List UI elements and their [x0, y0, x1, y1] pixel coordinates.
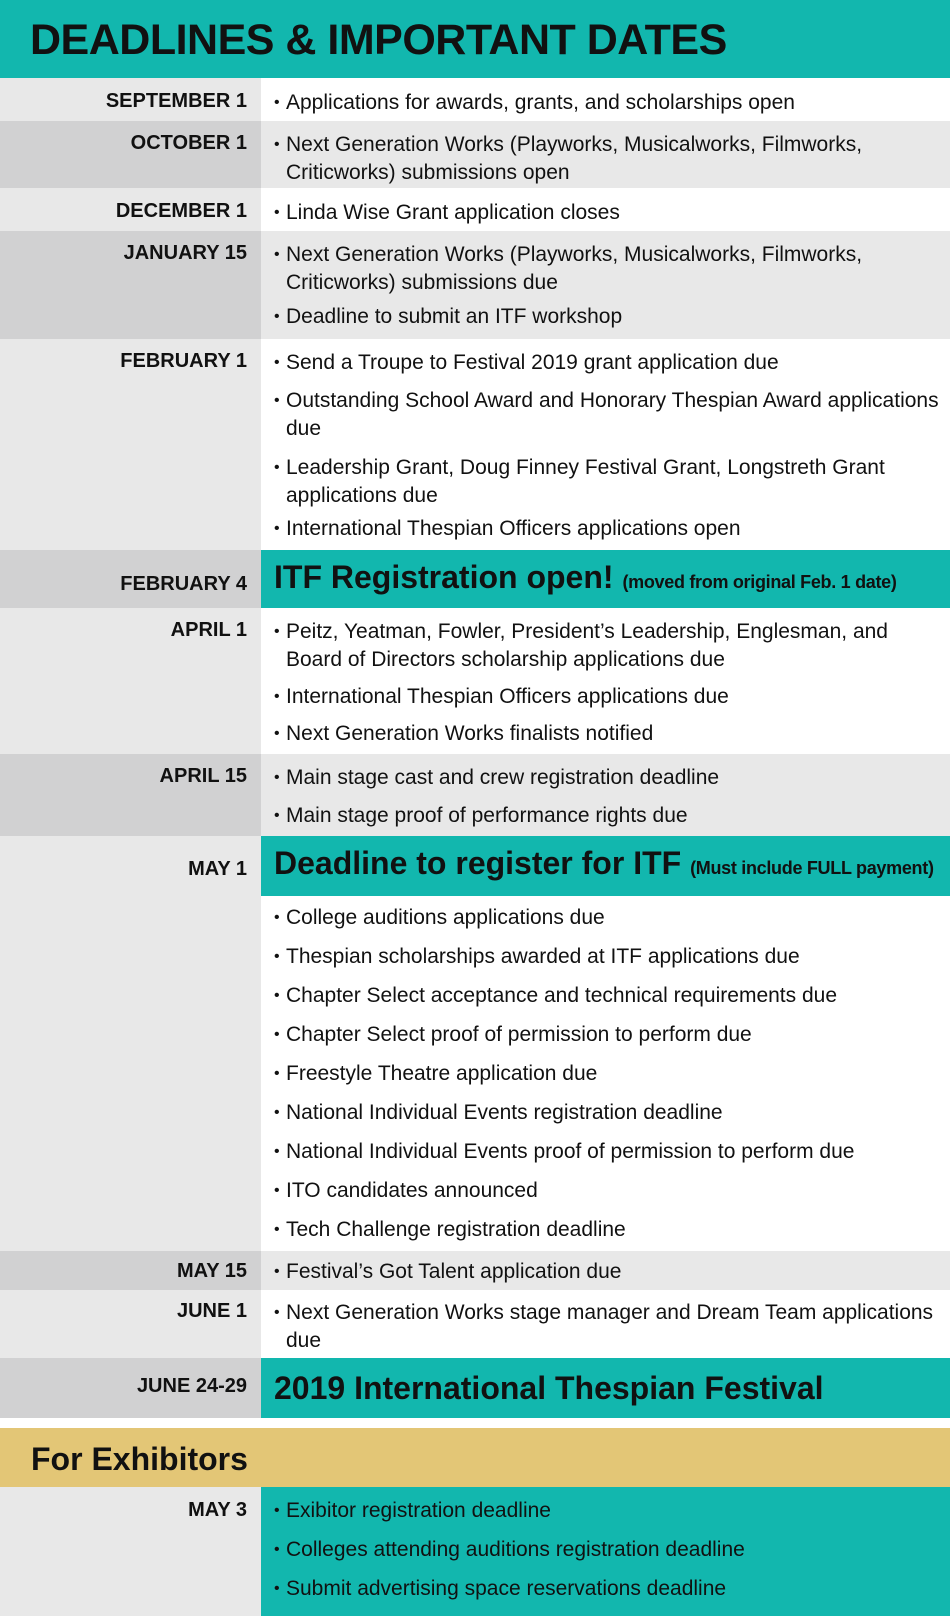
- exhibitors-title: For Exhibitors: [31, 1441, 248, 1477]
- row-january-15: [0, 231, 950, 339]
- headline-note: (moved from original Feb. 1 date): [622, 572, 897, 592]
- list-item: • Next Generation Works stage manager and Dream Team applications due: [274, 1299, 939, 1355]
- list-item: • Leadership Grant, Doug Finney Festival Grant, Longstreth Grant applications due: [274, 454, 939, 510]
- list-item: • Festival’s Got Talent application due: [274, 1258, 939, 1286]
- date-label: OCTOBER 1: [130, 132, 247, 154]
- headline-text: Deadline to register for ITF: [274, 845, 682, 881]
- list-item: • Freestyle Theatre application due: [274, 1060, 939, 1088]
- row-april-15: [0, 754, 950, 836]
- date-label: APRIL 1: [170, 619, 247, 641]
- date-label: MAY 3: [188, 1499, 247, 1521]
- list-item: • Chapter Select acceptance and technical requirements due: [274, 982, 939, 1010]
- list-item: • Main stage proof of performance rights due: [274, 802, 939, 830]
- title-banner: [0, 0, 950, 78]
- date-label: JANUARY 15: [123, 242, 247, 264]
- itf-registration-open-headline: [274, 558, 897, 601]
- exhibitors-banner: [0, 1428, 950, 1487]
- row-june-1: [0, 1290, 950, 1358]
- row-february-4: [0, 550, 950, 608]
- list-item: • Deadline to submit an ITF workshop: [274, 303, 939, 331]
- date-label: SEPTEMBER 1: [105, 90, 247, 112]
- row-february-1: [0, 339, 950, 550]
- date-label: MAY 1: [188, 858, 247, 880]
- list-item: • Next Generation Works (Playworks, Musicalworks, Filmworks, Criticworks) submissions open: [274, 131, 939, 187]
- list-item: • Chapter Select proof of permission to perform due: [274, 1021, 939, 1049]
- list-item: • Main stage cast and crew registration deadline: [274, 764, 939, 792]
- date-label: JUNE 1: [176, 1300, 247, 1322]
- row-may-15: [0, 1251, 950, 1290]
- festival-headline: 2019 International Thespian Festival: [274, 1370, 824, 1406]
- list-item: • Linda Wise Grant application closes: [274, 199, 939, 227]
- headline-note: (Must include FULL payment): [690, 858, 934, 878]
- date-label: MAY 15: [176, 1260, 247, 1282]
- row-october-1: [0, 121, 950, 188]
- deadline-register-headline: [274, 844, 934, 887]
- page-title: DEADLINES & IMPORTANT DATES: [30, 16, 727, 64]
- list-item: • National Individual Events proof of permission to perform due: [274, 1138, 939, 1166]
- list-item: • Next Generation Works finalists notified: [274, 720, 939, 748]
- row-may-1: [0, 836, 950, 1251]
- date-label: JUNE 24-29: [136, 1375, 247, 1397]
- list-item: • Applications for awards, grants, and scholarships open: [274, 89, 939, 117]
- row-june-24-29: [0, 1358, 950, 1418]
- row-september-1: [0, 78, 950, 121]
- date-label: APRIL 15: [159, 765, 247, 787]
- list-item: • Exibitor registration deadline: [274, 1497, 939, 1525]
- list-item: • Submit advertising space reservations deadline: [274, 1575, 939, 1603]
- list-item: • Colleges attending auditions registration deadline: [274, 1536, 939, 1564]
- row-december-1: [0, 188, 950, 231]
- headline-text: ITF Registration open!: [274, 559, 614, 595]
- date-label: FEBRUARY 1: [120, 350, 247, 372]
- list-item: • Send a Troupe to Festival 2019 grant application due: [274, 349, 939, 377]
- list-item: • Peitz, Yeatman, Fowler, President’s Leadership, Englesman, and Board of Directors scholarship applications due: [274, 618, 939, 674]
- date-label: DECEMBER 1: [115, 200, 247, 222]
- row-april-1: [0, 608, 950, 754]
- date-label: FEBRUARY 4: [120, 573, 247, 595]
- deadline-register-banner: [261, 836, 950, 896]
- list-item: • Thespian scholarships awarded at ITF applications due: [274, 943, 939, 971]
- list-item: • Outstanding School Award and Honorary Thespian Award applications due: [274, 387, 939, 443]
- list-item: • College auditions applications due: [274, 904, 939, 932]
- row-may-3: [0, 1487, 950, 1616]
- list-item: • National Individual Events registration deadline: [274, 1099, 939, 1127]
- list-item: • ITO candidates announced: [274, 1177, 939, 1205]
- list-item: • International Thespian Officers applications due: [274, 683, 939, 711]
- list-item: • Next Generation Works (Playworks, Musicalworks, Filmworks, Criticworks) submissions due: [274, 241, 939, 297]
- list-item: • International Thespian Officers applications open: [274, 515, 939, 543]
- list-item: • Tech Challenge registration deadline: [274, 1216, 939, 1244]
- section-divider: [0, 1418, 950, 1428]
